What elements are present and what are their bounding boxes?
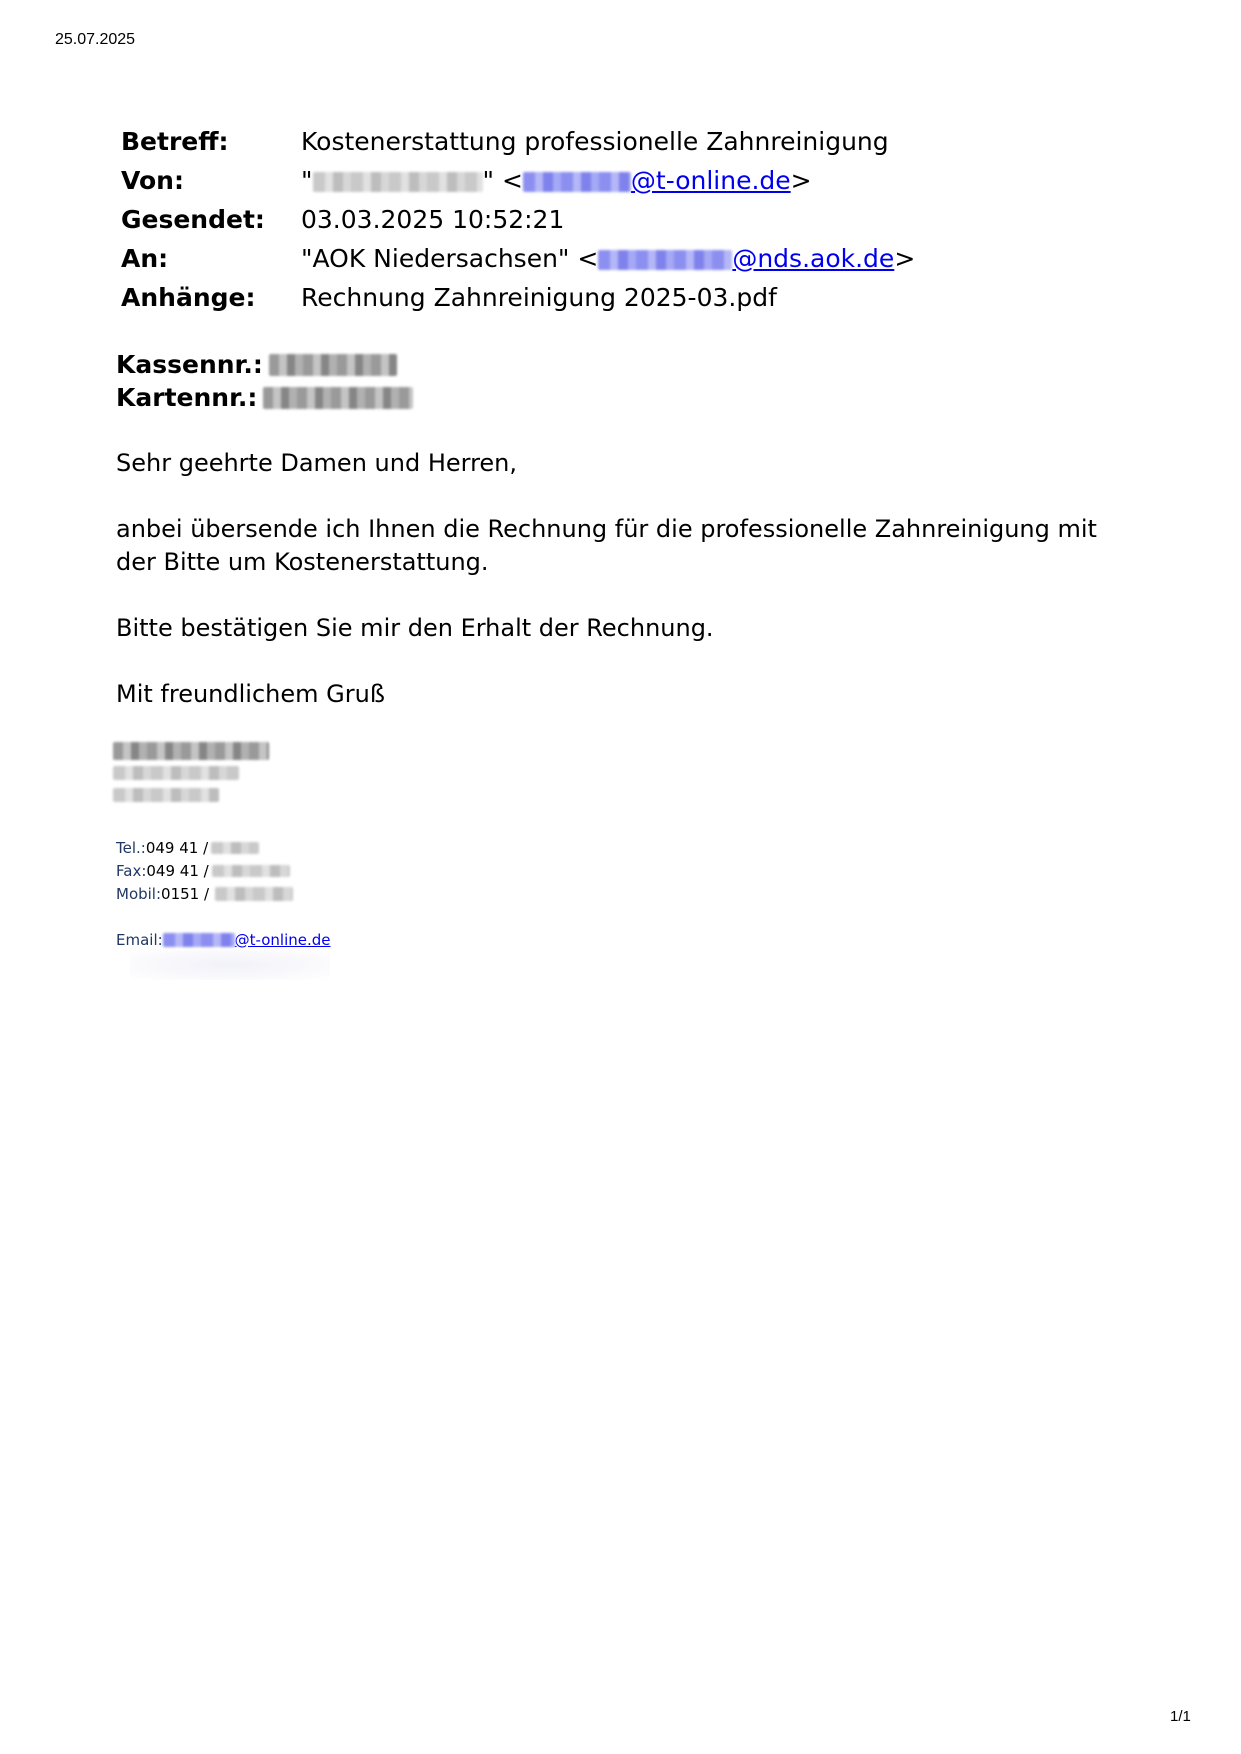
kassennr-row — [116, 348, 413, 381]
kartennr-row — [116, 381, 413, 414]
redacted-recipient-local — [598, 250, 732, 270]
mobil-prefix: 0151 / — [161, 884, 210, 903]
tel-row — [116, 836, 293, 859]
from-label: Von: — [121, 166, 184, 195]
contact-phones — [116, 836, 293, 905]
header-row-sent — [121, 200, 915, 239]
kartennr-label: Kartennr.: — [116, 383, 258, 412]
from-close: > — [790, 166, 812, 195]
contact-email — [116, 928, 331, 951]
to-name: "AOK Niedersachsen" < — [301, 244, 599, 273]
closing: Mit freundlichem Gruß — [116, 680, 385, 708]
recipient-email-link[interactable] — [598, 244, 894, 273]
subject-label: Betreff: — [121, 127, 229, 156]
redacted-fax — [212, 865, 290, 877]
signature-block — [113, 740, 269, 806]
sent-label: Gesendet: — [121, 205, 265, 234]
signature-line — [113, 740, 269, 762]
attachments-label: Anhänge: — [121, 283, 256, 312]
to-close: > — [894, 244, 916, 273]
header-row-subject — [121, 122, 915, 161]
from-quote-open: " — [301, 166, 313, 195]
redacted-signature-name — [113, 742, 269, 760]
print-date: 25.07.2025 — [55, 31, 136, 48]
signature-email-domain: @t-online.de — [234, 930, 331, 949]
redacted-mobil — [215, 887, 293, 901]
from-quote-close: " < — [482, 166, 523, 195]
fax-row — [116, 859, 293, 882]
paragraph-request: anbei übersende ich Ihnen die Rechnung für die professionelle Zahnreinigung mit der Bitte um Kostenerstattung. — [116, 515, 1097, 576]
tel-label: Tel.: — [116, 838, 146, 857]
paragraph-confirmation: Bitte bestätigen Sie mir den Erhalt der Rechnung. — [116, 614, 714, 642]
tel-prefix: 049 41 / — [145, 838, 209, 857]
mobil-label: Mobil: — [116, 884, 162, 903]
subject-value: Kostenerstattung professionelle Zahnreinigung — [301, 127, 889, 156]
insurance-ids — [116, 348, 413, 414]
header-row-attachments — [121, 278, 915, 317]
sender-email-domain: @t-online.de — [630, 166, 791, 195]
header-row-to — [121, 239, 915, 278]
email-row — [116, 928, 331, 951]
to-value — [301, 244, 915, 273]
redacted-signature-street — [113, 766, 239, 780]
redacted-email-local — [163, 933, 235, 947]
from-value — [301, 166, 812, 195]
sent-value: 03.03.2025 10:52:21 — [301, 205, 565, 234]
greeting: Sehr geehrte Damen und Herren, — [116, 449, 518, 477]
redacted-sender-local — [523, 172, 631, 192]
email-header — [121, 122, 915, 317]
signature-email-link[interactable] — [163, 931, 331, 949]
to-label: An: — [121, 244, 169, 273]
attachment-name: Rechnung Zahnreinigung 2025-03.pdf — [301, 283, 777, 312]
email-shadow — [130, 950, 330, 980]
recipient-email-domain: @nds.aok.de — [732, 244, 895, 273]
redacted-sender-name — [313, 172, 483, 192]
sender-email-link[interactable] — [523, 166, 791, 195]
fax-prefix: 049 41 / — [146, 861, 209, 880]
redacted-signature-city — [113, 788, 219, 802]
redacted-tel — [211, 842, 259, 854]
redacted-kassennr — [269, 354, 397, 376]
page-number: 1/1 — [1170, 1708, 1191, 1725]
signature-line — [113, 762, 269, 784]
signature-line — [113, 784, 269, 806]
kassennr-label: Kassennr.: — [116, 350, 263, 379]
redacted-kartennr — [263, 387, 413, 409]
header-row-from — [121, 161, 915, 200]
fax-label: Fax: — [116, 861, 147, 880]
email-label: Email: — [116, 930, 163, 949]
mobil-row — [116, 882, 293, 905]
